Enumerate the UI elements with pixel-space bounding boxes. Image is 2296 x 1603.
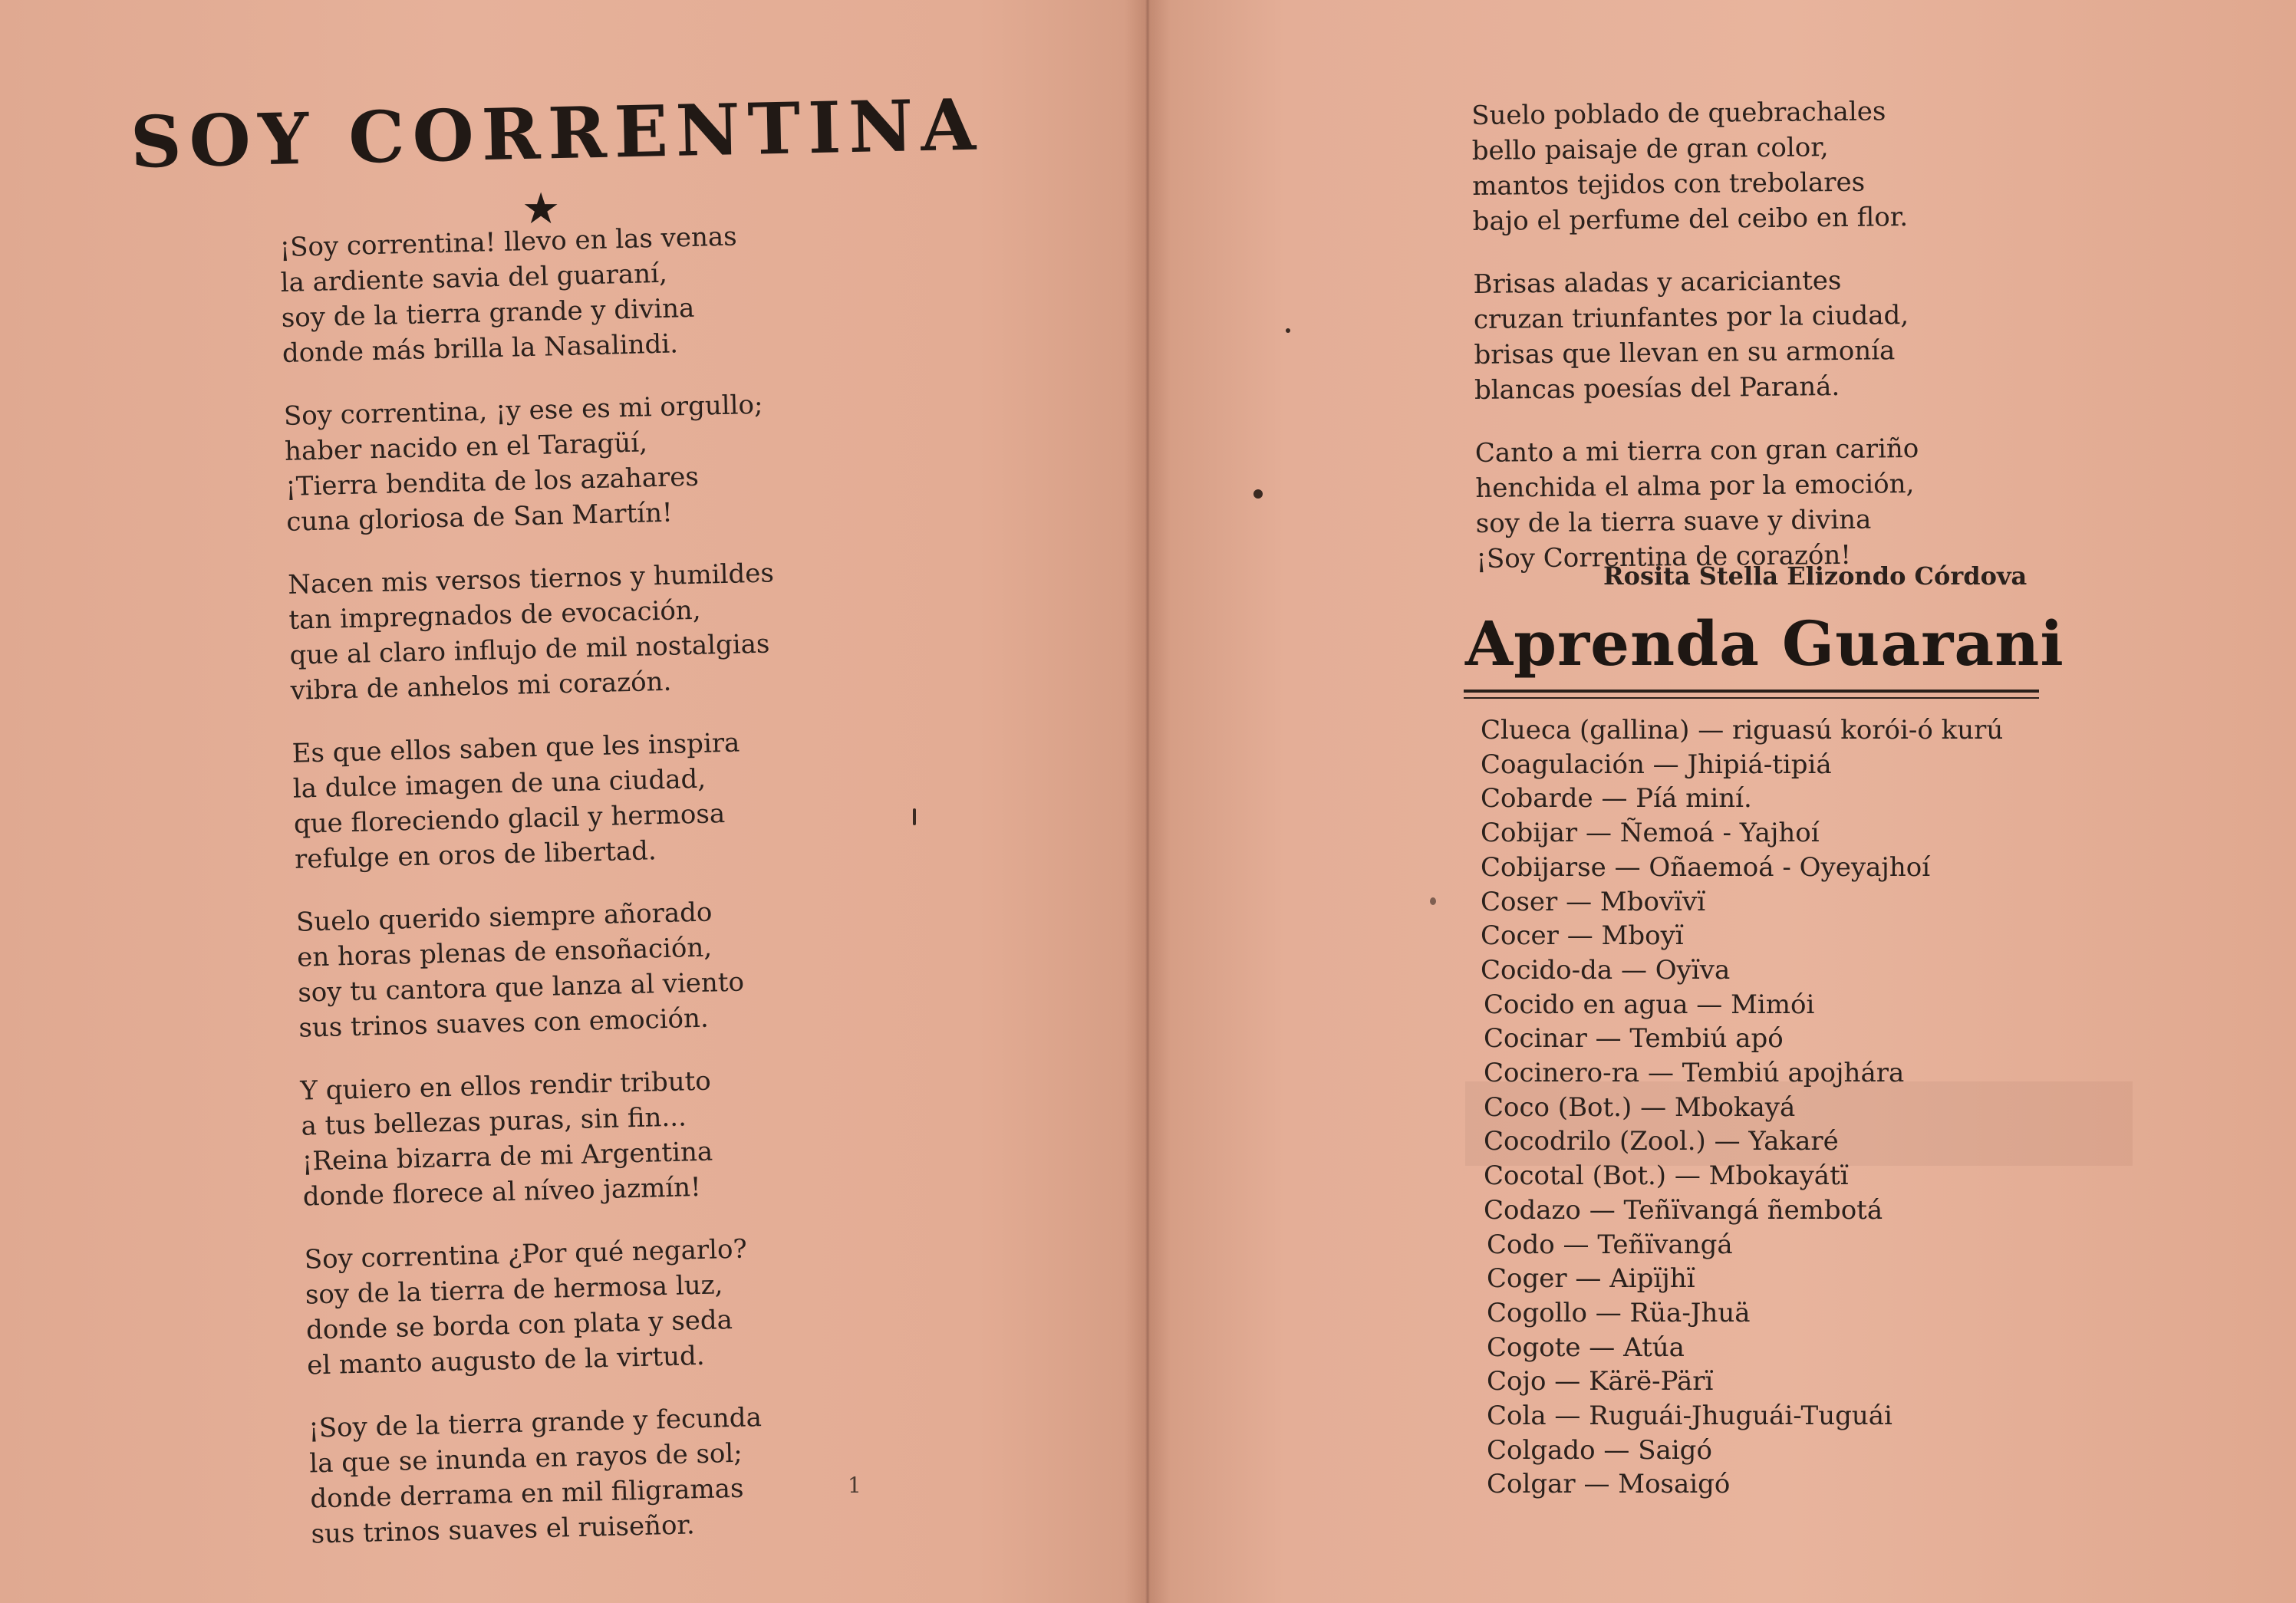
verse-line: donde se borda con plata y seda — [305, 1304, 733, 1346]
poem-title: SOY CORRENTINA — [129, 83, 984, 184]
verse-line: la que se inunda en rayos de sol; — [308, 1437, 743, 1480]
vocabulary-entry: Colgar — Mosaigó — [1487, 1469, 1731, 1500]
stanza — [283, 384, 869, 540]
verse-line: ¡Soy correntina! llevo en las venas — [279, 221, 738, 263]
verse-line: sus trinos suaves con emoción. — [298, 1002, 710, 1044]
verse-line: la dulce imagen de una ciudad, — [292, 763, 707, 805]
vocabulary-entry: Cocido en agua — Mimói — [1484, 989, 1815, 1020]
stanza — [1475, 430, 2014, 577]
stanza — [296, 890, 882, 1046]
paper-speck — [913, 808, 916, 825]
verse-line: bello paisaje de gran color, — [1471, 132, 1829, 166]
vocabulary-entry: Cogote — Atúa — [1487, 1331, 1685, 1363]
page-number: 1 — [848, 1473, 861, 1498]
verse-line: Brisas aladas y acariciantes — [1473, 265, 1842, 300]
verse-line: donde más brilla la Nasalindi. — [282, 328, 679, 369]
section-title: Aprenda Guarani — [1465, 607, 2064, 680]
verse-line: soy de la tierra suave y divina — [1475, 504, 1872, 539]
stanza — [1471, 93, 2010, 239]
verse-line: sus trinos suaves el ruiseñor. — [311, 1509, 696, 1550]
vocabulary-entry: Cogollo — Rüa-Jhuä — [1487, 1297, 1751, 1328]
vocabulary-entry: Coagulación — Jhipiá-tipiá — [1481, 749, 1832, 780]
verse-line: donde derrama en mil filigramas — [309, 1473, 744, 1515]
vocabulary-entry: Cojo — Kärë-Pärï — [1487, 1366, 1714, 1397]
verse-line: refulge en oros de libertad. — [294, 835, 657, 875]
paper-speck — [1430, 897, 1436, 905]
verse-line: Y quiero en ellos rendir tributo — [299, 1065, 712, 1107]
verse-line: cruzan triunfantes por la ciudad, — [1473, 300, 1909, 335]
vocabulary-entry: Cocinero-ra — Tembiú apojhára — [1484, 1058, 1905, 1089]
verse-line: blancas poesías del Paraná. — [1474, 370, 1840, 406]
verse-line: soy de la tierra de hermosa luz, — [305, 1269, 723, 1311]
verse-line: Nacen mis versos tiernos y humildes — [287, 558, 775, 601]
vocabulary-entry: Cobijarse — Oñaemoá - Oyeyajhoí — [1481, 851, 1931, 883]
paper-speck — [1286, 328, 1290, 333]
title-rule — [1464, 690, 2039, 693]
verse-line: henchida el alma por la emoción, — [1475, 468, 1915, 504]
stanza — [288, 553, 874, 709]
poem-continuation — [1471, 93, 2014, 604]
vocabulary-entry: Clueca (gallina) — riguasú korói-ó kurú — [1481, 715, 2004, 746]
book-gutter — [1125, 0, 1171, 1603]
verse-line: Soy correntina, ¡y ese es mi orgullo; — [283, 389, 763, 432]
verse-line: soy tu cantora que lanza al viento — [297, 966, 745, 1009]
verse-line: vibra de anhelos mi corazón. — [290, 666, 672, 706]
vocabulary-entry: Cola — Ruguái-Jhuguái-Tuguái — [1487, 1401, 1892, 1432]
vocabulary-list — [1481, 713, 2064, 1502]
verse-line: ¡Tierra bendita de los azahares — [285, 461, 700, 502]
vocabulary-entry: Cocodrilo (Zool.) — Yakaré — [1484, 1126, 1839, 1157]
paper-speck — [1253, 489, 1263, 499]
star-ornament-icon: ★ — [522, 184, 561, 234]
title-rule — [1464, 697, 2039, 699]
verse-line: que al claro influjo de mil nostalgias — [289, 628, 770, 671]
verse-line: que floreciendo glacil y hermosa — [293, 798, 726, 840]
stanza — [304, 1228, 890, 1384]
verse-line: tan impregnados de evocación, — [288, 594, 701, 636]
verse-line: ¡Soy Correntina de corazón! — [1476, 539, 1852, 574]
verse-line: Canto a mi tierra con gran cariño — [1474, 433, 1919, 469]
vocabulary-entry: Coger — Aipïjhï — [1487, 1263, 1695, 1295]
verse-line: brisas que llevan en su armonía — [1474, 335, 1896, 370]
vocabulary-entry: Coser — Mbovïvï — [1481, 886, 1706, 917]
poem-author: Rosita Stella Elizondo Córdova — [1603, 561, 2028, 591]
vocabulary-entry: Cocido-da — Oyïva — [1481, 954, 1731, 986]
vocabulary-entry: Cocer — Mboyï — [1481, 920, 1684, 952]
verse-line: ¡Reina bizarra de mi Argentina — [301, 1136, 713, 1177]
verse-line: la ardiente savia del guaraní, — [280, 258, 668, 298]
verse-line: donde florece al níveo jazmín! — [302, 1171, 702, 1213]
verse-line: Soy correntina ¿Por qué negarlo? — [304, 1233, 748, 1275]
verse-line: el manto augusto de la virtud. — [306, 1340, 706, 1381]
stanza — [308, 1397, 894, 1552]
vocabulary-entry: Cobarde — Píá miní. — [1481, 783, 1752, 815]
verse-line: Suelo querido siempre añorado — [295, 897, 713, 938]
verse-line: cuna gloriosa de San Martín! — [285, 497, 674, 538]
vocabulary-entry: Cobijar — Ñemoá - Yajhoí — [1481, 818, 1820, 849]
vocabulary-entry: Codazo — Teñïvangá ñembotá — [1484, 1194, 1883, 1226]
vocabulary-entry: Cocotal (Bot.) — Mbokayátï — [1484, 1160, 1849, 1192]
verse-line: mantos tejidos con trebolares — [1471, 166, 1866, 202]
verse-line: Es que ellos saben que les inspira — [292, 727, 740, 769]
poem-body — [279, 216, 895, 1579]
vocabulary-entry: Cocinar — Tembiú apó — [1484, 1023, 1784, 1055]
verse-line: bajo el perfume del ceibo en flor. — [1472, 202, 1909, 237]
stanza — [279, 216, 865, 371]
stanza — [292, 722, 878, 877]
stanza — [1473, 262, 2011, 408]
vocabulary-entry: Codo — Teñïvangá — [1487, 1229, 1733, 1260]
verse-line: en horas plenas de ensoñación, — [296, 932, 713, 973]
verse-line: haber nacido en el Taragüí, — [284, 427, 648, 467]
verse-line: a tus bellezas puras, sin fin... — [301, 1101, 687, 1142]
vocabulary-entry: Colgado — Saigó — [1487, 1434, 1712, 1466]
verse-line: soy de la tierra grande y divina — [281, 292, 695, 334]
vocabulary-entry: Coco (Bot.) — Mbokayá — [1484, 1091, 1796, 1123]
verse-line: ¡Soy de la tierra grande y fecunda — [308, 1402, 763, 1444]
stanza — [300, 1059, 886, 1215]
verse-line: Suelo poblado de quebrachales — [1471, 96, 1886, 131]
